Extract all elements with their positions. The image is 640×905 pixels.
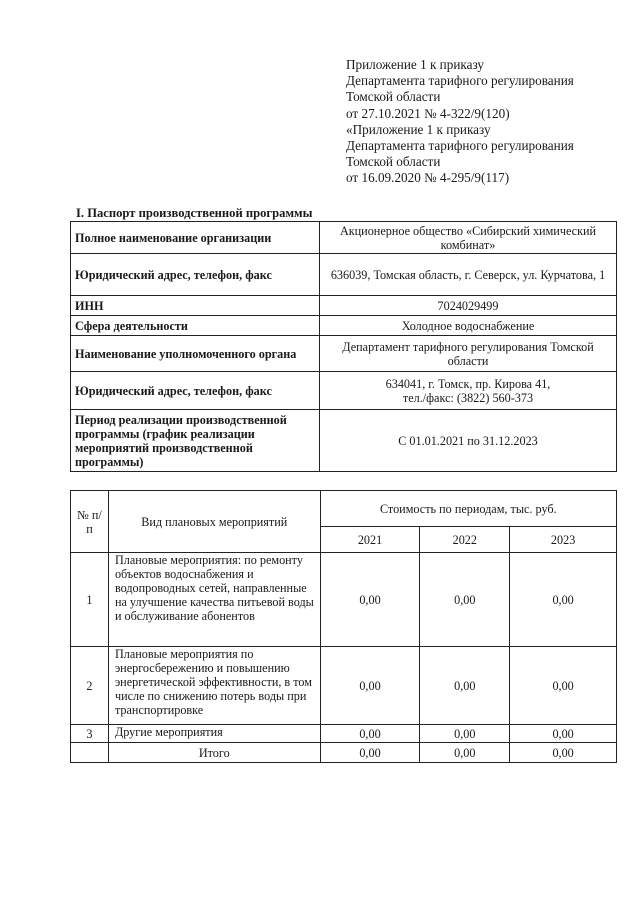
passport-table: [70, 221, 617, 472]
header-line: Томской области: [346, 89, 441, 105]
order-header: [346, 57, 626, 187]
cost-cell: 0,00: [420, 725, 510, 743]
passport-value: Акционерное общество «Сибирский химический комбинат»: [320, 222, 617, 254]
passport-label: Период реализации производственной программы (график реализации мероприятий производственной программы): [71, 410, 320, 472]
header-line: Приложение 1 к приказу: [346, 57, 484, 72]
row-number: 3: [71, 725, 109, 743]
cost-cell: 0,00: [510, 725, 617, 743]
cost-cell: 0,00: [420, 553, 510, 647]
total-label: Итого: [108, 743, 320, 763]
passport-row: [71, 296, 617, 316]
passport-label: Юридический адрес, телефон, факс: [71, 372, 320, 410]
passport-value: 7024029499: [320, 296, 617, 316]
year-header: 2022: [420, 527, 510, 553]
passport-value: Департамент тарифного регулирования Томской области: [320, 336, 617, 372]
activity-name: Плановые мероприятия: по ремонту объектов водоснабжения и водопроводных сетей, направленные на улучшение качества питьевой воды и обслуживание абонентов: [108, 553, 320, 647]
col-activity-header: Вид плановых мероприятий: [108, 491, 320, 553]
passport-label: Наименование уполномоченного органа: [71, 336, 320, 372]
plan-row: [71, 553, 617, 647]
cost-cell: 0,00: [320, 725, 420, 743]
cost-cell: 0,00: [320, 647, 420, 725]
passport-value: С 01.01.2021 по 31.12.2023: [320, 410, 617, 472]
total-cost: 0,00: [420, 743, 510, 763]
passport-value: Холодное водоснабжение: [320, 316, 617, 336]
plan-row: [71, 647, 617, 725]
header-line: от 27.10.2021 № 4-322/9(120): [346, 105, 510, 121]
header-line: Департамента тарифного регулирования: [346, 73, 574, 89]
passport-row: [71, 254, 617, 296]
passport-label: ИНН: [71, 296, 320, 316]
activity-name: Плановые мероприятия по энергосбережению и повышению энергетической эффективности, в том числе по снижению потерь воды при транспортировке: [108, 647, 320, 725]
plan-header-row: [71, 491, 617, 527]
passport-value: 634041, г. Томск, пр. Кирова 41, тел./факс: (3822) 560-373: [320, 372, 617, 410]
passport-label: Сфера деятельности: [71, 316, 320, 336]
passport-label: Юридический адрес, телефон, факс: [71, 254, 320, 296]
year-header: 2023: [510, 527, 617, 553]
plan-table: [70, 490, 617, 763]
row-number: 1: [71, 553, 109, 647]
col-cost-header: Стоимость по периодам, тыс. руб.: [320, 491, 616, 527]
header-line: Департамента тарифного регулирования: [346, 138, 574, 154]
total-cost: 0,00: [510, 743, 617, 763]
col-number-header: № п/п: [71, 491, 109, 553]
header-line: «Приложение 1 к приказу: [346, 121, 491, 137]
passport-row: [71, 336, 617, 372]
cost-cell: 0,00: [420, 647, 510, 725]
passport-row: [71, 372, 617, 410]
total-number: [71, 743, 109, 763]
passport-row: [71, 222, 617, 254]
header-line: от 16.09.2020 № 4-295/9(117): [346, 170, 510, 186]
plan-total-row: [71, 743, 617, 763]
section-title: I. Паспорт производственной программы: [76, 206, 313, 220]
passport-label: Полное наименование организации: [71, 222, 320, 254]
cost-cell: 0,00: [320, 553, 420, 647]
plan-row: [71, 725, 617, 743]
passport-value: 636039, Томская область, г. Северск, ул. Курчатова, 1: [320, 254, 617, 296]
passport-row: [71, 410, 617, 472]
header-line: Томской области: [346, 154, 441, 170]
activity-name: Другие мероприятия: [108, 725, 320, 743]
total-cost: 0,00: [320, 743, 420, 763]
passport-row: [71, 316, 617, 336]
cost-cell: 0,00: [510, 553, 617, 647]
row-number: 2: [71, 647, 109, 725]
year-header: 2021: [320, 527, 420, 553]
cost-cell: 0,00: [510, 647, 617, 725]
